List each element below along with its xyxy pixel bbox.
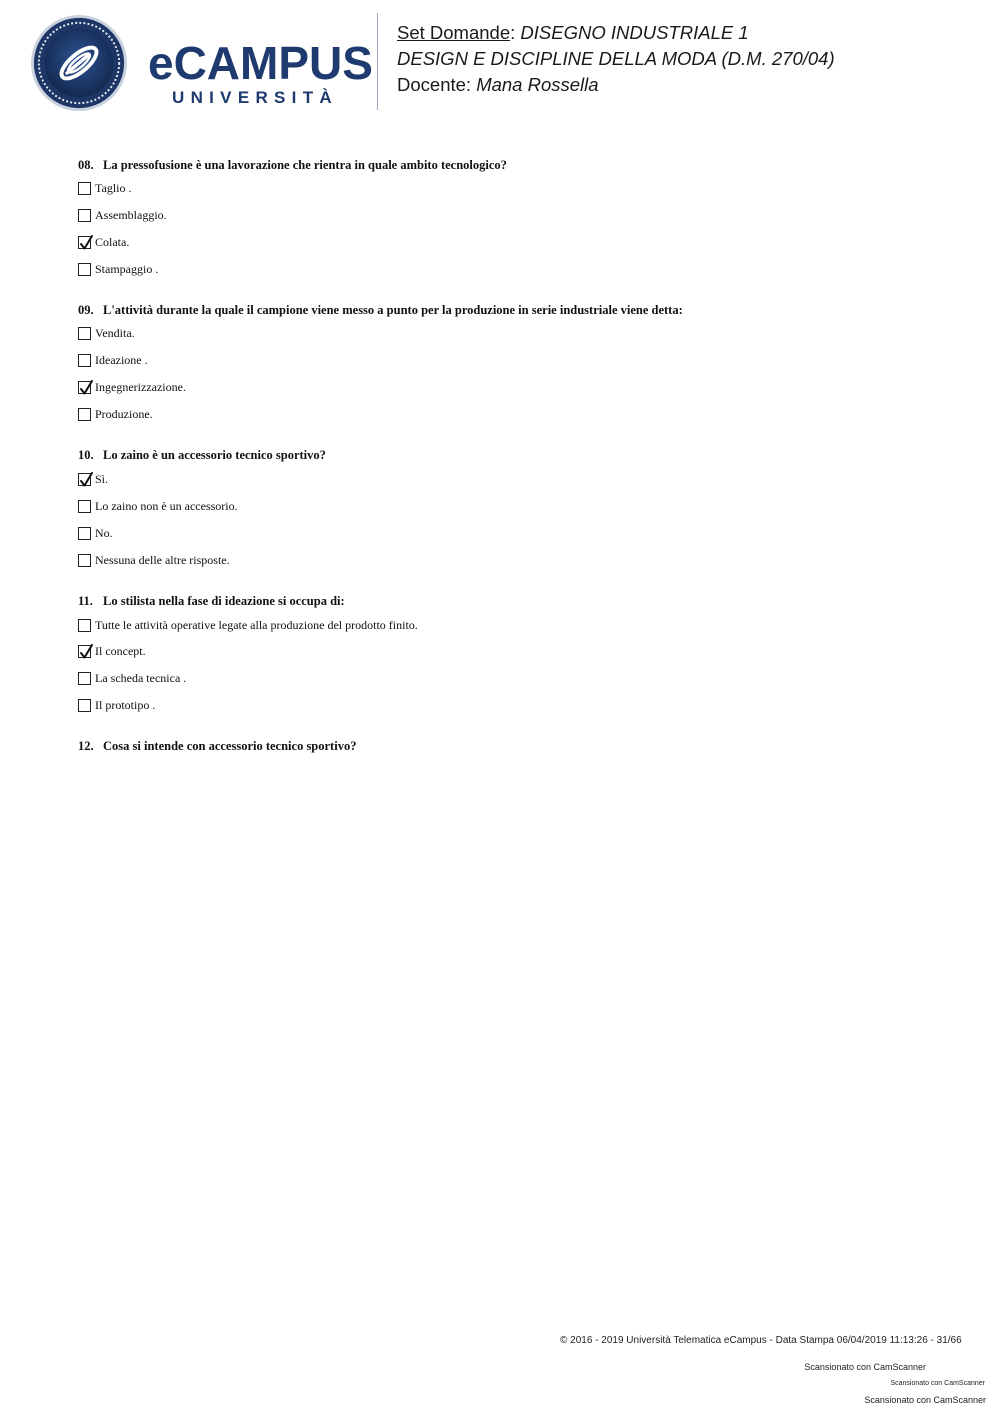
question-text: Cosa si intende con accessorio tecnico sportivo? <box>103 739 357 753</box>
answer-label: Ingegnerizzazione. <box>95 380 186 394</box>
checkmark-icon <box>78 643 94 660</box>
answer-checkbox-checked[interactable] <box>78 473 91 486</box>
answer-checkbox[interactable] <box>78 699 91 712</box>
answer-label: Taglio . <box>95 181 132 195</box>
question-number: 10. <box>78 448 94 462</box>
set-label: Set Domande <box>397 22 511 43</box>
answer-checkbox[interactable] <box>78 182 91 195</box>
answer-checkbox[interactable] <box>78 527 91 540</box>
answer-label: No. <box>95 526 113 540</box>
question-text: La pressofusione è una lavorazione che rientra in quale ambito tecnologico? <box>103 158 507 172</box>
answer-label: Tutte le attività operative legate alla produzione del prodotto finito. <box>95 618 418 632</box>
question-title <box>78 447 326 463</box>
answer-label: Assemblaggio. <box>95 208 167 222</box>
answer-label: Colata. <box>95 235 130 249</box>
scan-stamp: Scansionato con CamScanner <box>890 1380 985 1387</box>
question-number: 08. <box>78 158 94 172</box>
course-line <box>397 46 835 72</box>
checkmark-icon <box>78 471 94 488</box>
set-title: DISEGNO INDUSTRIALE 1 <box>520 22 749 43</box>
answer-checkbox[interactable] <box>78 500 91 513</box>
teacher-label: Docente: <box>397 74 472 95</box>
teacher-name: Mana Rossella <box>476 74 599 95</box>
question-text: Lo stilista nella fase di ideazione si occupa di: <box>103 594 345 608</box>
page-footer: © 2016 - 2019 Università Telematica eCampus - Data Stampa 06/04/2019 11:13:26 - 31/66 <box>560 1335 962 1346</box>
question-title <box>78 738 356 754</box>
question-number: 12. <box>78 739 94 753</box>
answer-checkbox[interactable] <box>78 554 91 567</box>
answer-label: Il concept. <box>95 644 146 658</box>
page-header <box>0 0 1000 125</box>
question-title <box>78 593 345 609</box>
answer-checkbox[interactable] <box>78 209 91 222</box>
checkmark-icon <box>78 379 94 396</box>
scan-stamp: Scansionato con CamScanner <box>804 1362 926 1372</box>
answer-label: Il prototipo . <box>95 698 156 712</box>
answer-checkbox[interactable] <box>78 327 91 340</box>
answer-label: Vendita. <box>95 326 135 340</box>
question-title <box>78 157 507 173</box>
answer-label: La scheda tecnica . <box>95 671 187 685</box>
answer-label: Stampaggio . <box>95 262 159 276</box>
answer-checkbox[interactable] <box>78 354 91 367</box>
answer-checkbox[interactable] <box>78 408 91 421</box>
answer-checkbox[interactable] <box>78 263 91 276</box>
teacher-line <box>397 72 835 98</box>
checkmark-icon <box>78 234 94 251</box>
question-text: Lo zaino è un accessorio tecnico sportivo? <box>103 448 326 462</box>
scan-stamp: Scansionato con CamScanner <box>864 1395 986 1405</box>
question-title <box>78 302 683 318</box>
ecampus-wordmark <box>148 37 373 108</box>
answer-checkbox[interactable] <box>78 672 91 685</box>
answer-label: Produzione. <box>95 407 153 421</box>
answer-checkbox-checked[interactable] <box>78 381 91 394</box>
set-title-line: Set Domande: DISEGNO INDUSTRIALE 1 <box>397 22 749 43</box>
brand-subtitle: UNIVERSITÀ <box>172 88 338 107</box>
answer-checkbox-checked[interactable] <box>78 645 91 658</box>
brand-name: eCAMPUS <box>148 37 373 89</box>
ecampus-seal-logo <box>30 14 128 112</box>
question-number: 09. <box>78 303 94 317</box>
course-name: DESIGN E DISCIPLINE DELLA MODA (D.M. 270/04) <box>397 48 835 69</box>
header-divider <box>377 13 378 110</box>
answer-checkbox[interactable] <box>78 619 91 632</box>
answer-label: Nessuna delle altre risposte. <box>95 553 230 567</box>
answer-label: Lo zaino non è un accessorio. <box>95 499 238 513</box>
question-text: L'attività durante la quale il campione viene messo a punto per la produzione in serie industriale viene detta: <box>103 303 683 317</box>
answer-label: Ideazione . <box>95 353 148 367</box>
set-info <box>397 20 835 98</box>
answer-label: Sì. <box>95 472 109 486</box>
answer-checkbox-checked[interactable] <box>78 236 91 249</box>
question-number: 11. <box>78 594 93 608</box>
